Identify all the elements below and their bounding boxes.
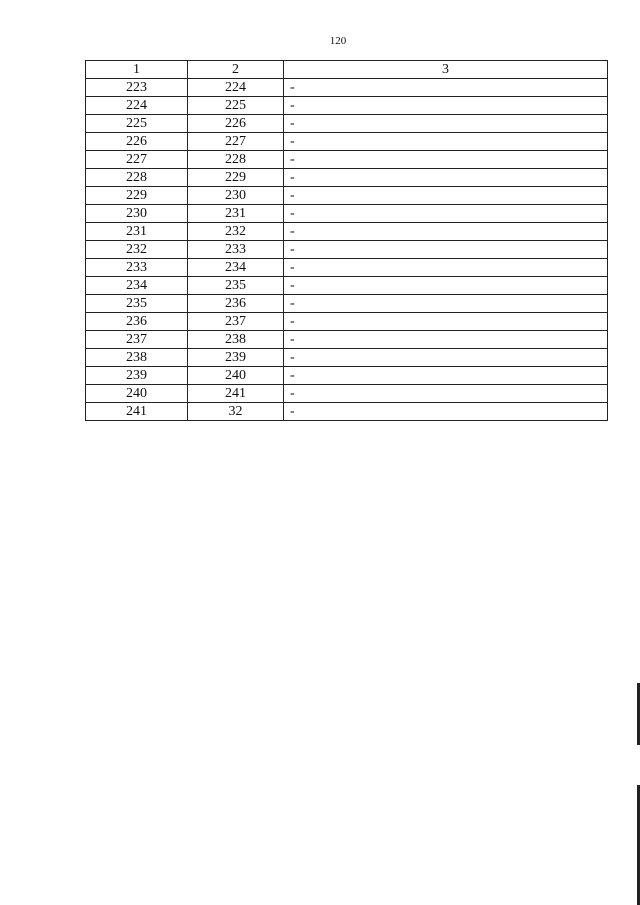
page-number: 120 (329, 35, 347, 47)
table-row (86, 277, 608, 295)
table-row (86, 133, 608, 151)
table-header-row (86, 61, 608, 79)
table-cell: - (284, 187, 608, 205)
table-cell: 241 (86, 403, 188, 421)
table-cell: 228 (188, 151, 284, 169)
table-cell: - (284, 385, 608, 403)
table-cell: 226 (188, 115, 284, 133)
table-row (86, 115, 608, 133)
table-cell: 227 (86, 151, 188, 169)
table-cell: - (284, 223, 608, 241)
table-cell: - (284, 169, 608, 187)
table-cell: 229 (188, 169, 284, 187)
table-row (86, 331, 608, 349)
table-cell: 230 (86, 205, 188, 223)
table-row (86, 295, 608, 313)
table-cell: - (284, 115, 608, 133)
table-cell: 234 (86, 277, 188, 295)
table-row (86, 259, 608, 277)
column-header-3: 3 (284, 61, 608, 79)
table-cell: 231 (86, 223, 188, 241)
table-cell: 237 (188, 313, 284, 331)
table-cell: 240 (188, 367, 284, 385)
table-cell: - (284, 151, 608, 169)
table-cell: 235 (188, 277, 284, 295)
table-row (86, 313, 608, 331)
table-cell: 227 (188, 133, 284, 151)
table-cell: 238 (188, 331, 284, 349)
table-row (86, 151, 608, 169)
table-cell: 232 (188, 223, 284, 241)
table-cell: - (284, 313, 608, 331)
table-cell: - (284, 295, 608, 313)
table-cell: 238 (86, 349, 188, 367)
table-cell: 229 (86, 187, 188, 205)
table-cell: 232 (86, 241, 188, 259)
table-cell: - (284, 367, 608, 385)
column-header-2: 2 (188, 61, 284, 79)
table-cell: - (284, 403, 608, 421)
table-cell: - (284, 259, 608, 277)
table-cell: 225 (188, 97, 284, 115)
table-cell: 224 (188, 79, 284, 97)
table-cell: 228 (86, 169, 188, 187)
table-cell: 236 (86, 313, 188, 331)
table-cell: 241 (188, 385, 284, 403)
table-cell: - (284, 205, 608, 223)
table-cell: - (284, 79, 608, 97)
table-cell: 234 (188, 259, 284, 277)
table-cell: 226 (86, 133, 188, 151)
table-row (86, 349, 608, 367)
table-cell: - (284, 97, 608, 115)
table-cell: 32 (188, 403, 284, 421)
table-row (86, 241, 608, 259)
table-cell: - (284, 241, 608, 259)
table-cell: - (284, 349, 608, 367)
table-row (86, 97, 608, 115)
table-cell: - (284, 133, 608, 151)
table-row (86, 403, 608, 421)
data-table (85, 60, 608, 421)
table-cell: 237 (86, 331, 188, 349)
table-row (86, 169, 608, 187)
table-cell: 223 (86, 79, 188, 97)
column-header-1: 1 (86, 61, 188, 79)
table-cell: 239 (188, 349, 284, 367)
table-cell: 239 (86, 367, 188, 385)
table-cell: 235 (86, 295, 188, 313)
table-cell: 225 (86, 115, 188, 133)
table-cell: 236 (188, 295, 284, 313)
table-row (86, 385, 608, 403)
table-row (86, 223, 608, 241)
table-row (86, 205, 608, 223)
table-cell: 231 (188, 205, 284, 223)
table-cell: - (284, 277, 608, 295)
table-cell: - (284, 331, 608, 349)
table-cell: 224 (86, 97, 188, 115)
table-row (86, 79, 608, 97)
table-cell: 240 (86, 385, 188, 403)
table-row (86, 187, 608, 205)
table-cell: 233 (86, 259, 188, 277)
table-cell: 233 (188, 241, 284, 259)
table-row (86, 367, 608, 385)
table-cell: 230 (188, 187, 284, 205)
